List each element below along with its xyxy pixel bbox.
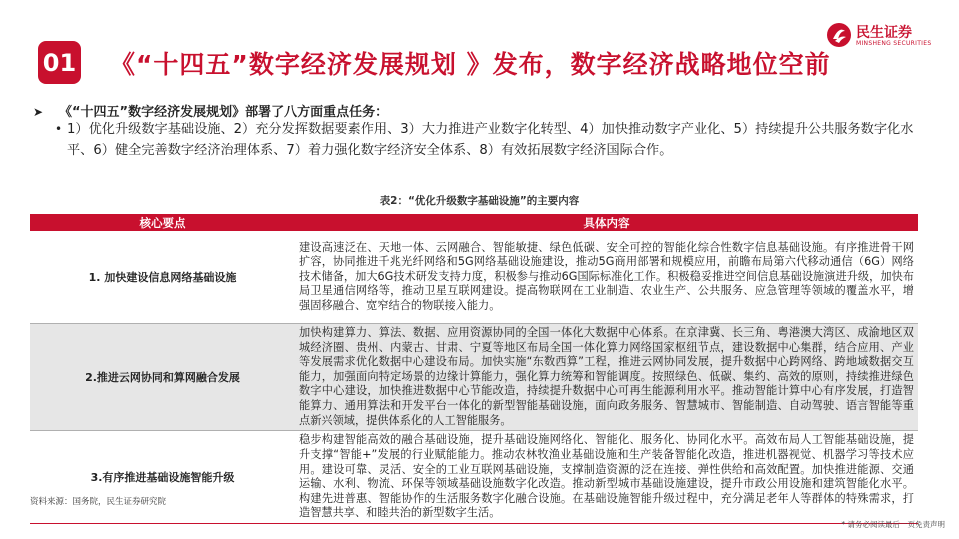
table-caption: 表2：“优化升级数字基础设施”的主要内容 [379,195,580,207]
logo-name-cn: 民生证券 [856,25,912,41]
source-note: 资料来源：国务院，民生证券研究院 [30,497,167,507]
table-cell-content: 加快构建算力、算法、数据、应用资源协同的全国一体化大数据中心体系。在京津冀、长三角、粤港澳大湾区、成渝地区双城经济圈、贵州、内蒙古、甘肃、宁夏等地区布局全国一体化算力网络国家枢纽节点，建设数据中心集群，结合应用、产业等发展需求优化数据中心建设布局。加快实施“东数西算”工程，推进云网协同发展，提升数据中心跨网络、跨地域数据交互能力，加强面向特定场景的边缘计算能力，强化算力统筹和智能调度。按照绿色、低碳、集约、高效的原则，持续推进绿色数字中心建设，加快推进数据中心节能改造，持续提升数据中心可再生能源利用水平。推动智能计算中心有序发展，打造智能算力、通用算法和开发平台一体化的新型智能基础设施，面向政务服务、智慧城市、智能制造、自动驾驶、语言智能等重点新兴领域，提供体系化的人工智能服务。 [295,324,918,431]
intro-heading-text: 《“十四五”数字经济发展规划》部署了八方面重点任务： [59,105,389,120]
intro-heading [33,101,388,120]
table-header-key: 核心要点 [30,214,295,231]
table-cell-key: 3.有序推进基础设施智能升级 [30,431,295,524]
table-header-row [30,214,918,231]
logo-name-en: MINSHENG SECURITIES [856,40,932,47]
disclaimer-note: * 请务必阅读最后一页免责声明 [841,520,945,529]
arrow-bullet-icon: ➤ [33,105,44,119]
table-row [30,231,918,324]
table-cell-content: 建设高速泛在、天地一体、云网融合、智能敏捷、绿色低碳、安全可控的智能化综合性数字信息基础设施。有序推进骨干网扩容，协同推进千兆光纤网络和5G网络基础设施建设，推动5G商用部署和规模应用，前瞻布局第六代移动通信（6G）网络技术储备，加大6G技术研发支持力度，积极参与推动6G国际标准化工作。积极稳妥推进空间信息基础设施演进升级，加快布局卫星通信网络等，推动卫星互联网建设。提高物联网在工业制造、农业生产、公共服务、应急管理等领域的覆盖水平，增强固移融合、宽窄结合的物联接入能力。 [295,231,918,324]
minsheng-logo-icon [826,22,852,48]
table-cell-key: 1. 加快建设信息网络基础设施 [30,231,295,324]
table-cell-key: 2.推进云网协同和算网融合发展 [30,324,295,431]
section-number: 01 [42,48,77,77]
company-logo [826,20,936,60]
dot-bullet-icon: • [55,122,63,136]
page-title: 《“十四五”数字经济发展规划 》发布，数字经济战略地位空前 [110,50,831,79]
table-cell-content: 稳步构建智能高效的融合基础设施，提升基础设施网络化、智能化、服务化、协同化水平。高效布局人工智能基础设施，提升支撑“智能+”发展的行业赋能能力。推动农林牧渔业基础设施和生产装备智能化改造，推进机器视觉、机器学习等技术应用。建设可靠、灵活、安全的工业互联网基础设施，支撑制造资源的泛在连接、弹性供给和高效配置。加快推进能源、交通运输、水利、物流、环保等领域基础设施数字化改造。推动新型城市基础设施建设，提升市政公用设施和建筑智能化水平。构建先进普惠、智能协作的生活服务数字化融合设施。在基础设施智能升级过程中，充分满足老年人等群体的特殊需求，打造智慧共享、和睦共治的新型数字生活。 [295,431,918,524]
table-header-content: 具体内容 [295,214,918,231]
content-table [30,214,918,524]
table-row [30,431,918,524]
task-list-text: 1）优化升级数字基础设施、2）充分发挥数据要素作用、3）大力推进产业数字化转型、4）加快推动数字产业化、5）持续提升公共服务数字化水平、6）健全完善数字经济治理体系、7）着力强化数字经济安全体系、8）有效拓展数字经济国际合作。 [67,122,914,158]
section-number-badge [38,41,81,84]
table-row [30,324,918,431]
